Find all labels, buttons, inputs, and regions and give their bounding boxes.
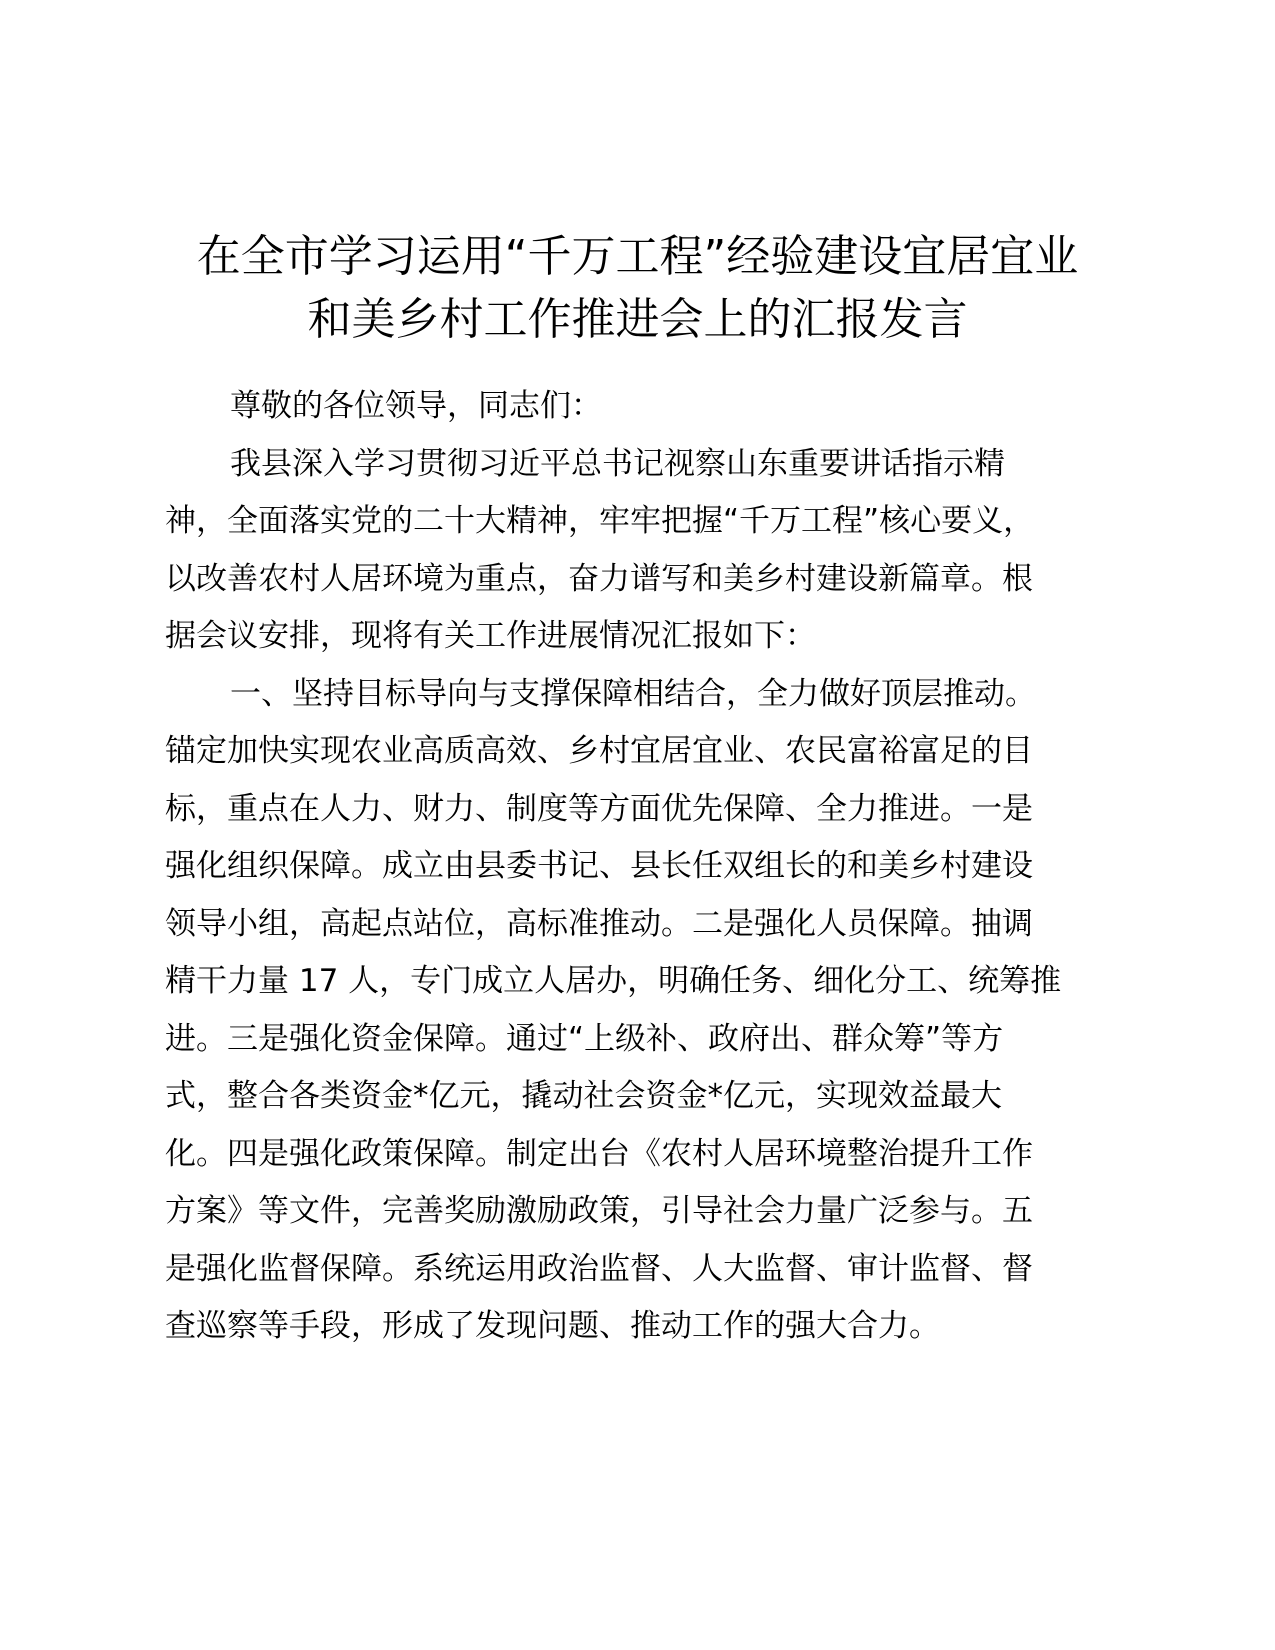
document-body: [165, 378, 1110, 1356]
paragraph-line: 神，全面落实党的二十大精神，牢牢把握“千万工程”核心要义，: [165, 503, 1035, 539]
title-line-1: 在全市学习运用“千万工程”经验建设宜居宜业: [196, 231, 1079, 282]
paragraph-line: 方案》等文件，完善奖励激励政策，引导社会力量广泛参与。五: [165, 1193, 1033, 1229]
paragraph-line: 进。三是强化资金保障。通过“上级补、政府出、群众筹”等方: [165, 1020, 1004, 1057]
section-heading-line: 一、坚持目标导向与支撑保障相结合，全力做好顶层推动。: [230, 675, 1036, 712]
paragraph-line: 是强化监督保障。系统运用政治监督、人大监督、审计监督、督: [165, 1250, 1033, 1287]
paragraph-line: 化。四是强化政策保障。制定出台《农村人居环境整治提升工作: [165, 1135, 1033, 1172]
paragraph-line: 标，重点在人力、财力、制度等方面优先保障、全力推进。一是: [165, 790, 1033, 827]
paragraph-line: 式，整合各类资金*亿元，撬动社会资金*亿元，实现效益最大: [165, 1078, 1002, 1114]
paragraph-line: 据会议安排，现将有关工作进展情况汇报如下：: [165, 618, 816, 654]
paragraph-line: 锚定加快实现农业高质高效、乡村宜居宜业、农民富裕富足的目: [165, 733, 1033, 769]
document-title: [150, 225, 1125, 351]
paragraph-line: 领导小组，高起点站位，高标准推动。二是强化人员保障。抽调: [165, 905, 1033, 942]
salutation: 尊敬的各位领导，同志们：: [230, 388, 602, 424]
paragraph-line: 强化组织保障。成立由县委书记、县长任双组长的和美乡村建设: [165, 848, 1033, 884]
paragraph-line: 精干力量 17 人，专门成立人居办，明确任务、细化分工、统筹推: [165, 963, 1062, 999]
paragraph-line: 以改善农村人居环境为重点，奋力谱写和美乡村建设新篇章。根: [165, 560, 1033, 597]
title-line-2: 和美乡村工作推进会上的汇报发言: [307, 294, 968, 345]
paragraph-line: 我县深入学习贯彻习近平总书记视察山东重要讲话指示精: [230, 445, 1005, 482]
paragraph-line: 查巡察等手段，形成了发现问题、推动工作的强大合力。: [165, 1308, 940, 1344]
